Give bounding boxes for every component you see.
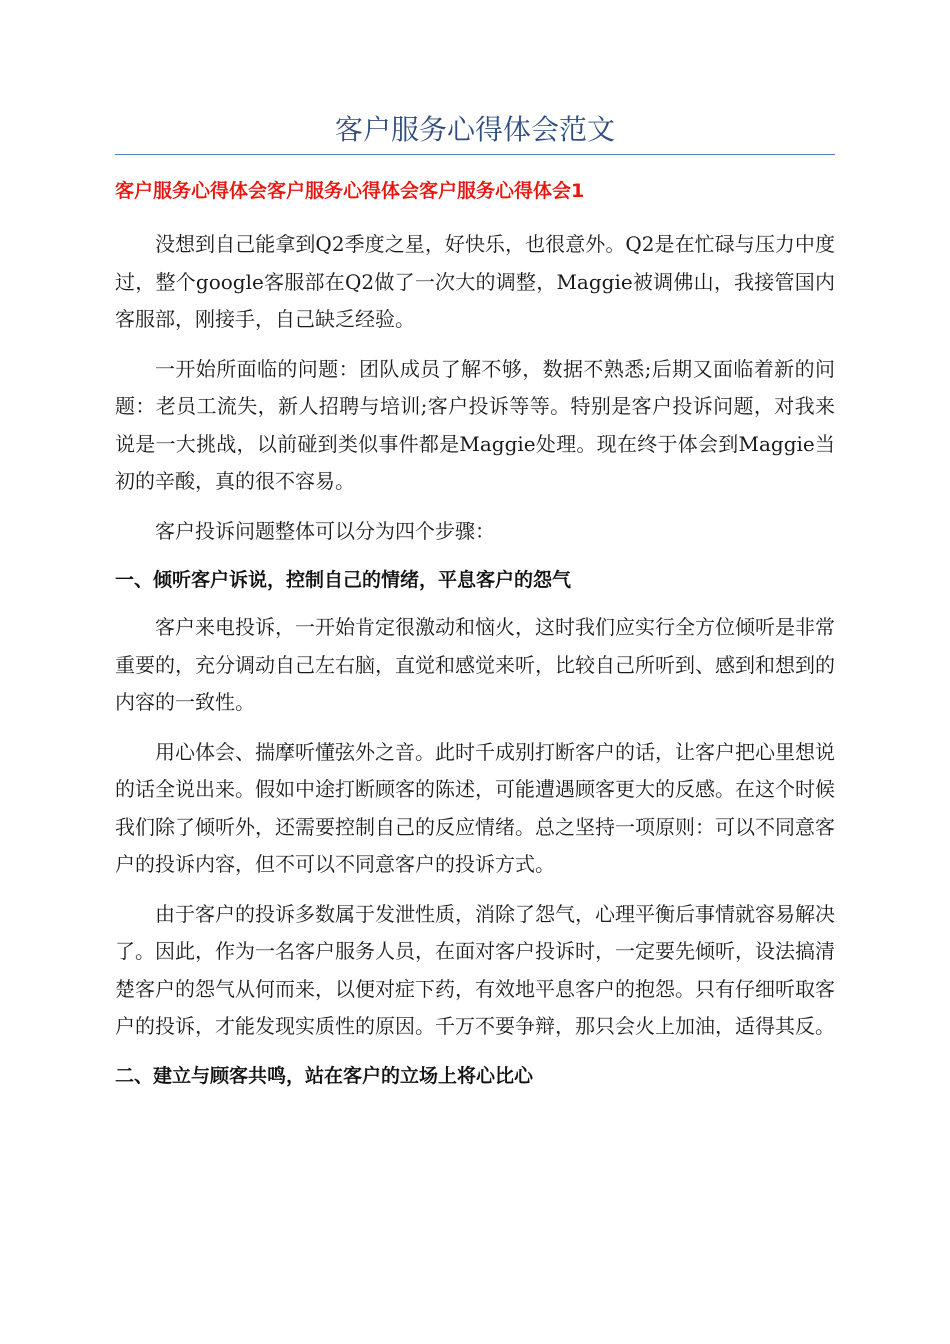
paragraph-6: 由于客户的投诉多数属于发泄性质，消除了怨气，心理平衡后事情就容易解决了。因此，作为一名客户服务人员，在面对客户投诉时，一定要先倾听，设法搞清楚客户的怨气从何而来，以便对症下药，有效地平息客户的抱怨。只有仔细听取客户的投诉，才能发现实质性的原因。千万不要争辩，那只会火上加油，适得其反。	[115, 901, 835, 1038]
paragraph-4: 客户来电投诉，一开始肯定很激动和恼火，这时我们应实行全方位倾听是非常重要的，充分调动自己左右脑，直觉和感觉来听，比较自己所听到、感到和想到的内容的一致性。	[115, 615, 835, 714]
heading-1: 一、倾听客户诉说，控制自己的情绪，平息客户的怨气	[115, 569, 572, 591]
paragraph-3: 客户投诉问题整体可以分为四个步骤：	[155, 518, 495, 543]
document-title: 客户服务心得体会范文	[334, 113, 615, 146]
section-subtitle: 客户服务心得体会客户服务心得体会客户服务心得体会1	[115, 180, 585, 202]
paragraph-2: 一开始所面临的问题：团队成员了解不够，数据不熟悉;后期又面临着新的问题：老员工流失，新人招聘与培训;客户投诉等等。特别是客户投诉问题，对我来说是一大挑战，以前碰到类似事件都是Maggie处理。现在终于体会到Maggie当初的辛酸，真的很不容易。	[115, 356, 835, 493]
paragraph-5: 用心体会、揣摩听懂弦外之音。此时千成别打断客户的话，让客户把心里想说的话全说出来。假如中途打断顾客的陈述，可能遭遇顾客更大的反感。在这个时候我们除了倾听外，还需要控制自己的反应情绪。总之坚持一项原则：可以不同意客户的投诉内容，但不可以不同意客户的投诉方式。	[115, 739, 835, 876]
document-body	[115, 176, 835, 1105]
title-underline	[115, 154, 835, 155]
heading-2: 二、建立与顾客共鸣，站在客户的立场上将心比心	[115, 1064, 534, 1087]
paragraph-1: 没想到自己能拿到Q2季度之星，好快乐，也很意外。Q2是在忙碌与压力中度过，整个google客服部在Q2做了一次大的调整，Maggie被调佛山，我接管国内客服部，刚接手，自己缺乏经验。	[115, 232, 835, 331]
